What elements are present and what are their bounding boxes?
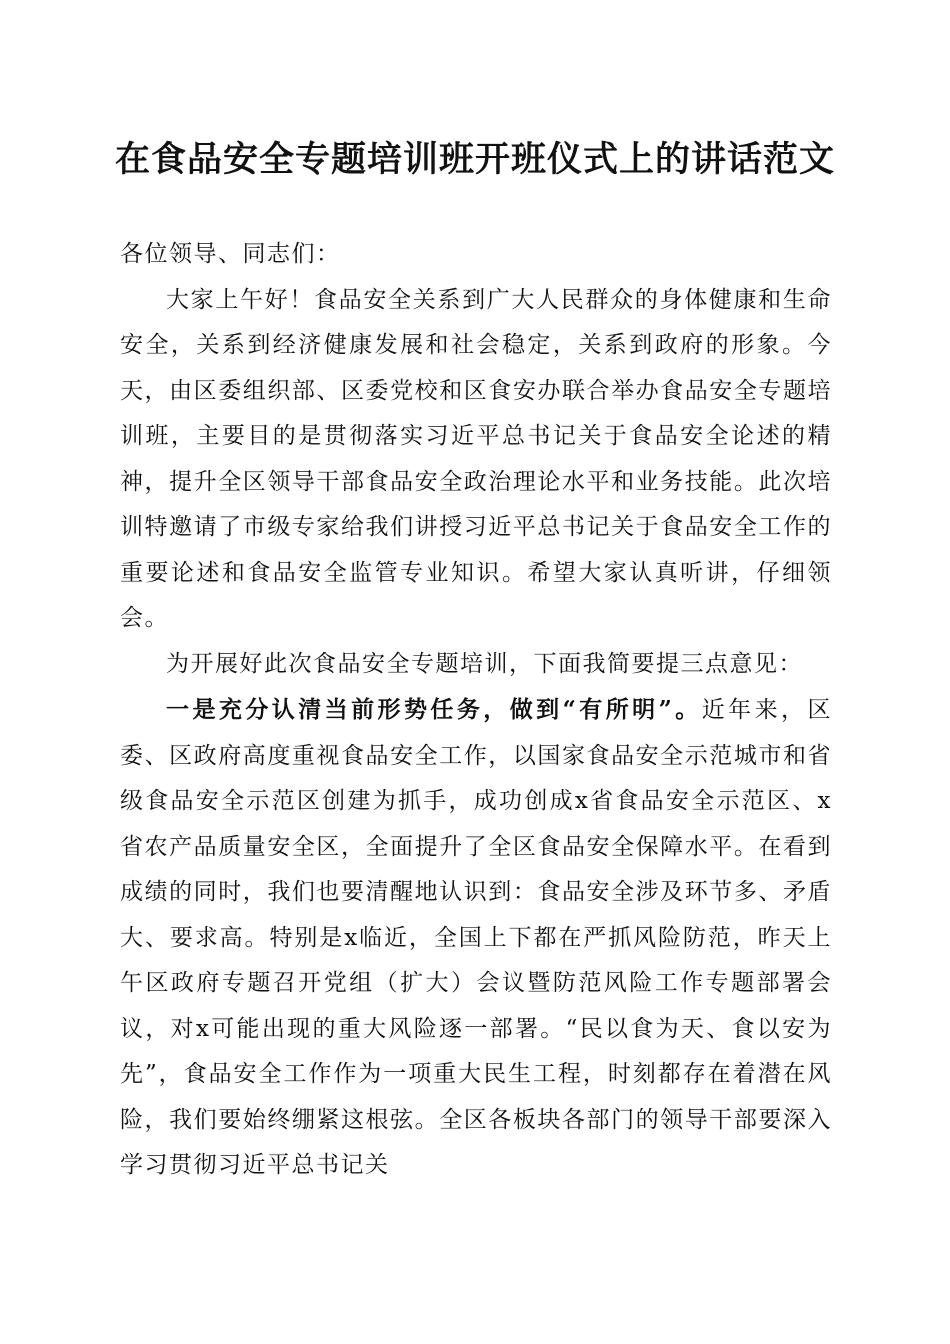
point-one-text: 近年来，区委、区政府高度重视食品安全工作，以国家食品安全示范城市和省级食品安全示范区创建为抓手，成功创成x省食品安全示范区、x省农产品质量安全区，全面提升了全区食品安全保障水平。在看到成绩的同时，我们也要清醒地认识到：食品安全涉及环节多、矛盾大、要求高。特别是x临近，全国上下都在严抓风险防范，昨天上午区政府专题召开党组（扩大）会议暨防范风险工作专题部署会议，对x可能出现的重大风险逐一部署。“民以食为天、食以安为先”，食品安全工作作为一项重大民生工程，时刻都存在着潜在风险，我们要始终绷紧这根弦。全区各板块各部门的领导干部要深入学习贯彻习近平总书记关 (120, 697, 832, 1178)
document-body (120, 232, 832, 1189)
paragraph-opening: 大家上午好！食品安全关系到广大人民群众的身体健康和生命安全，关系到经济健康发展和社会稳定，关系到政府的形象。今天，由区委组织部、区委党校和区食安办联合举办食品安全专题培训班，主要目的是贯彻落实习近平总书记关于食品安全论述的精神，提升全区领导干部食品安全政治理论水平和业务技能。此次培训特邀请了市级专家给我们讲授习近平总书记关于食品安全工作的重要论述和食品安全监管专业知识。希望大家认真听讲，仔细领会。 (120, 286, 832, 631)
salutation: 各位领导、同志们： (120, 241, 341, 267)
paragraph-point-one (120, 687, 832, 1189)
paragraph-intro-points: 为开展好此次食品安全专题培训，下面我简要提三点意见： (166, 650, 803, 677)
point-one-lead: 一是充分认清当前形势任务，做到“有所明”。 (166, 696, 702, 723)
document-title: 在食品安全专题培训班开班仪式上的讲话范文 (114, 139, 835, 180)
